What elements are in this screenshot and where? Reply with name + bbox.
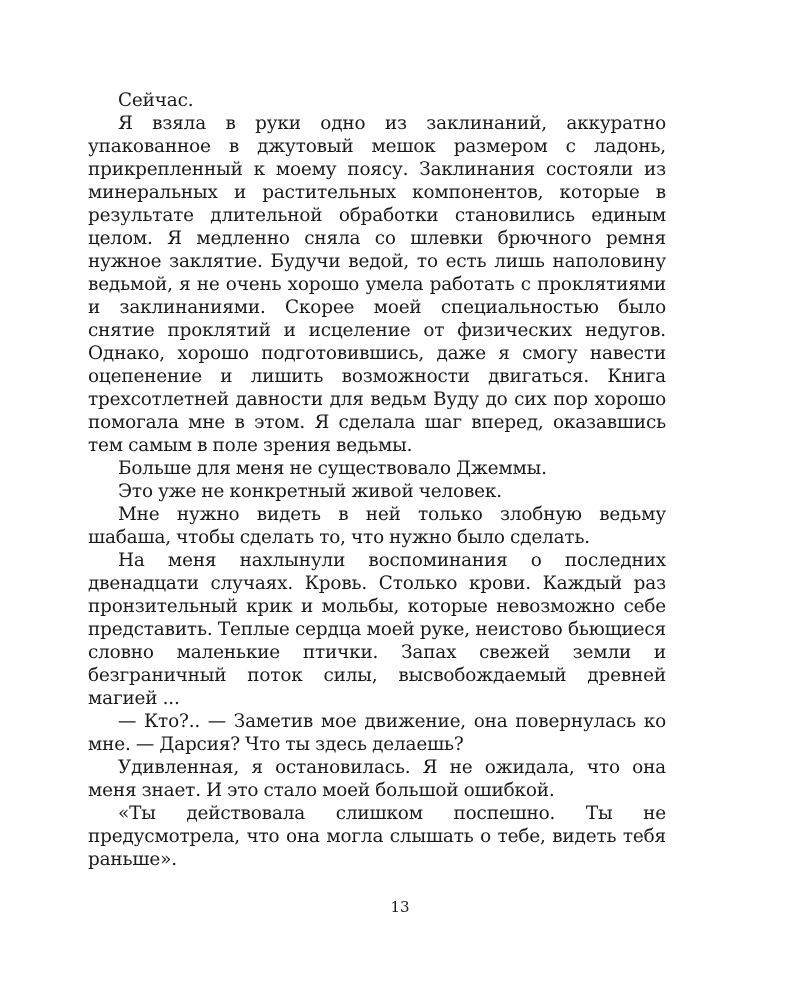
paragraph: Сейчас. xyxy=(118,90,194,111)
paragraph: Удивленная, я остановилась. Я не ожидала, что она меня знает. И это стало моей большой ошибкой. xyxy=(88,757,666,801)
page-text xyxy=(88,89,666,871)
paragraph: Я взяла в руки одно из заклинаний, аккуратно упакованное в джутовый мешок размером с ладонь, прикрепленный к моему поясу. Заклинания состояли из минеральных и растительных компонентов, которые в результате длительной обработки становились единым целом. Я медленно сняла со шлевки брючного ремня нужное заклятие. Будучи ведой, то есть лишь наполовину ведьмой, я не очень хорошо умела работать с проклятиями и заклинаниями. Скорее моей специальностью было снятие проклятий и исцеление от физических недугов. Однако, хорошо подготовившись, даже я смогу навести оцепенение и лишить возможности двигаться. Книга трехсотлетней давности для ведьм Вуду до сих пор хорошо помогала мне в этом. Я сделала шаг вперед, оказавшись тем самым в поле зрения ведьмы. xyxy=(88,113,666,456)
paragraph: Это уже не конкретный живой человек. xyxy=(118,481,502,502)
paragraph: — Кто?.. — Заметив мое движение, она повернулась ко мне. — Дарсия? Что ты здесь делаешь? xyxy=(88,711,666,755)
paragraph: На меня нахлынули воспоминания о последних двенадцати случаях. Кровь. Столько крови. Каждый раз пронзительный крик и мольбы, которые невозможно себе представить. Теплые сердца моей руке, неистово бьющиеся словно маленькие птички. Запах свежей земли и безграничный поток силы, высвобождаемый древней магией ... xyxy=(88,550,666,709)
paragraph: Больше для меня не существовало Джеммы. xyxy=(118,458,547,479)
paragraph: Мне нужно видеть в ней только злобную ведьму шабаша, чтобы сделать то, что нужно было сделать. xyxy=(88,504,666,548)
paragraph: «Ты действовала слишком поспешно. Ты не предусмотрела, что она могла слышать о тебе, видеть тебя раньше». xyxy=(88,803,666,870)
page-number: 13 xyxy=(390,898,410,916)
